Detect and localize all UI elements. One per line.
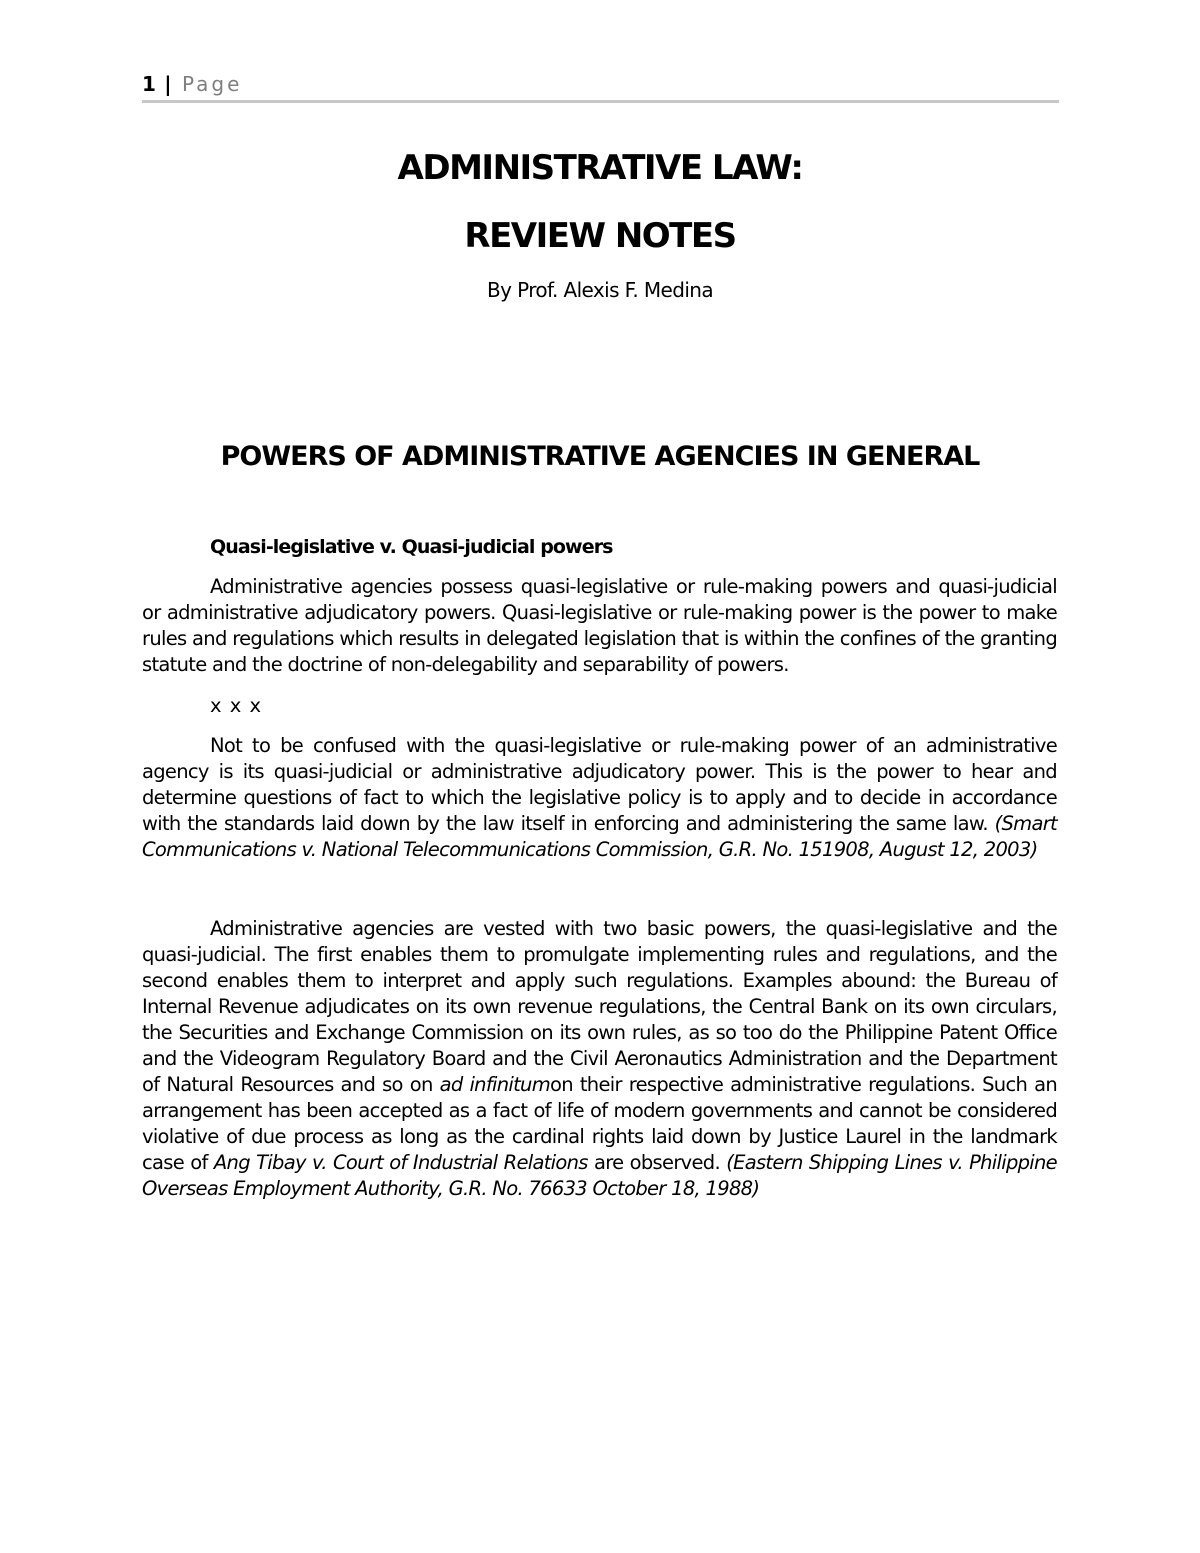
paragraph-1: Administrative agencies possess quasi-legislative or rule-making powers and quasi-judicial or administrative adjudicatory powers. Quasi-legislative or rule-making power is the power to make rules and regulations which results in delegated legislation that is within the confines of the granting statute and the doctrine of non-delegability and separability of powers.: [142, 575, 1057, 676]
author-line: By Prof. Alexis F. Medina: [486, 278, 714, 302]
paragraph-3-text-a: Administrative agencies are vested with two basic powers, the quasi-legislative and the quasi-judicial. The first enables them to promulgate implementing rules and regulations, and the second enables them to interpret and apply such regulations. Examples abound: the Bureau of Internal Revenue adjudicates on its own revenue regulations, the Central Bank on its own circulars, the Securities and Exchange Commission on its own rules, as so too do the Philippine Patent Office and the Videogram Regulatory Board and the Civil Aeronautics Administration and the Department of Natural Resources and so on: [142, 917, 1057, 1096]
page-label: Page: [181, 72, 243, 96]
paragraph-2-citation: (Smart Communications v. National Telecommunications Commission, G.R. No. 151908, August 12, 2003): [142, 812, 1057, 861]
header-separator: |: [164, 72, 172, 96]
page-header: [142, 72, 1059, 103]
paragraph-3-text-c: are observed.: [587, 1151, 727, 1174]
paragraph-3-italic-ad-infinitum: ad infinitum: [439, 1073, 550, 1096]
document-title-line2: REVIEW NOTES: [464, 216, 736, 256]
paragraph-3-citation: (Eastern Shipping Lines v. Philippine Overseas Employment Authority, G.R. No. 76633 October 18, 1988): [142, 1151, 1057, 1200]
document-title-line1: ADMINISTRATIVE LAW:: [397, 148, 803, 188]
paragraph-2: [142, 733, 1057, 863]
paragraph-3: [142, 916, 1057, 1202]
paragraph-3-italic-case-name: Ang Tibay v. Court of Industrial Relations: [213, 1151, 588, 1174]
ellipsis-marker: x x x: [210, 694, 263, 717]
paragraph-2-text: Not to be confused with the quasi-legislative or rule-making power of an administrative agency is its quasi-judicial or administrative adjudicatory power. This is the power to hear and determine questions of fact to which the legislative policy is to apply and to decide in accordance with the standards laid down by the law itself in enforcing and administering the same law.: [142, 734, 1057, 835]
section-title: POWERS OF ADMINISTRATIVE AGENCIES IN GENERAL: [220, 441, 980, 472]
subheading: Quasi-legislative v. Quasi-judicial powers: [210, 536, 613, 558]
paragraph-3-text-b: on their respective administrative regulations. Such an arrangement has been accepted as a fact of life of modern governments and cannot be considered violative of due process as long as the cardinal rights laid down by Justice Laurel in the landmark case of: [142, 1073, 1057, 1174]
page-number: 1: [142, 72, 156, 96]
